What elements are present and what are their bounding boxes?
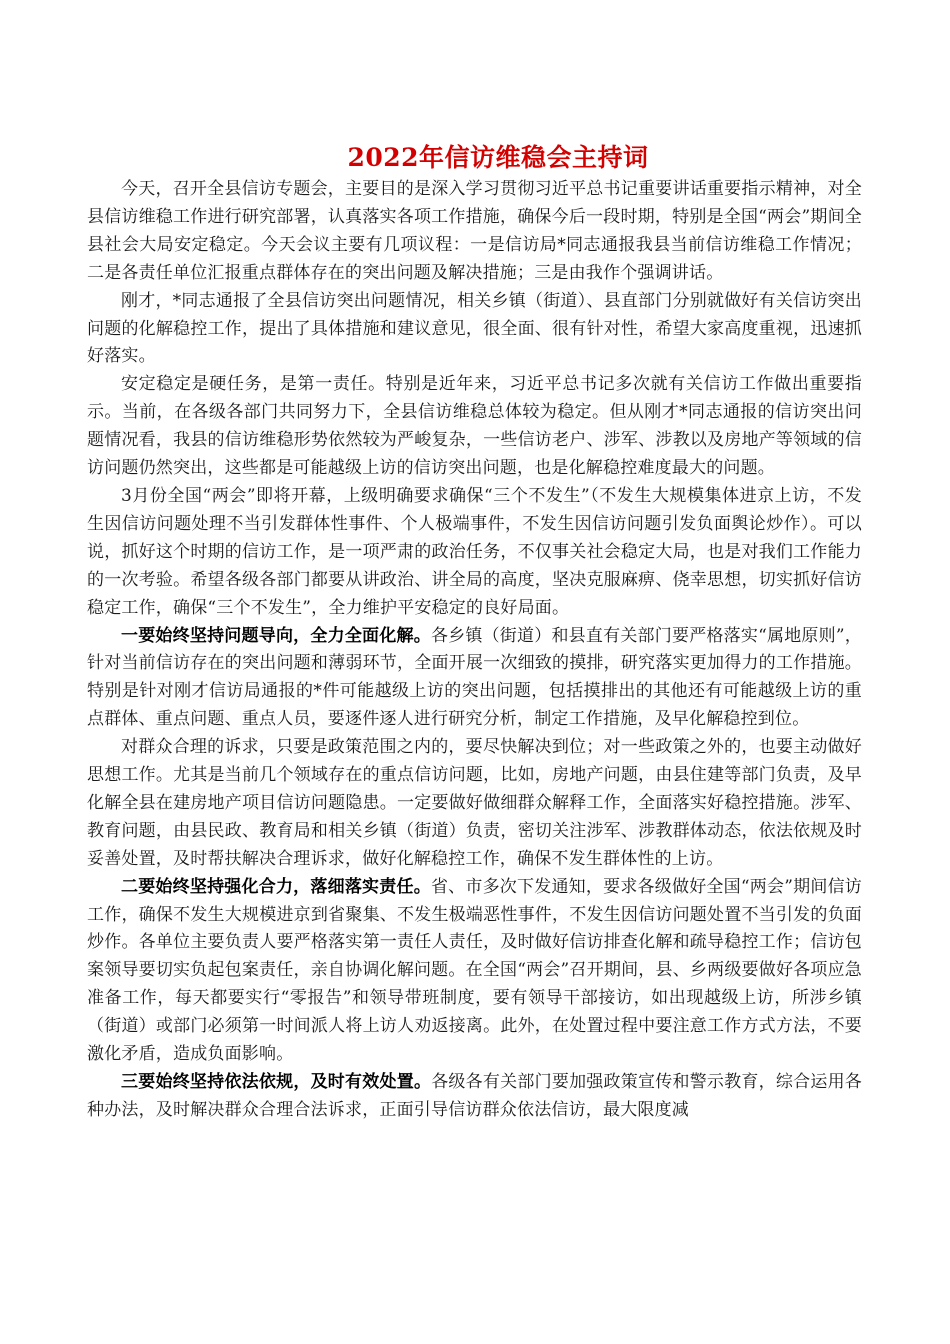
paragraph: [87, 288, 862, 372]
document-title: 2022年信访维稳会主持词: [347, 143, 649, 172]
paragraph: [87, 1069, 862, 1125]
paragraph: [87, 734, 862, 874]
paragraph: [87, 371, 862, 483]
paragraph-text: 安定稳定是硬任务，是第一责任。特别是近年来，习近平总书记多次就有关信访工作做出重要指示。当前，在各级各部门共同努力下，全县信访维稳总体较为稳定。但从刚才*同志通报的信访突出问题情况看，我县的信访维稳形势依然较为严峻复杂，一些信访老户、涉军、涉教以及房地产等领域的信访问题仍然突出，这些都是可能越级上访的信访突出问题，也是化解稳控难度最大的问题。: [87, 374, 862, 479]
paragraph-text: 各级各有关部门要加强政策宣传和警示教育，综合运用各种办法，及时解决群众合理合法诉求，正面引导信访群众依法信访，最大限度减: [87, 1072, 862, 1120]
paragraph-heading: 三要始终坚持依法依规，及时有效处置。: [121, 1072, 432, 1092]
paragraph: [87, 874, 862, 1069]
paragraph-text: 刚才，*同志通报了全县信访突出问题情况，相关乡镇（街道）、县直部门分别就做好有关信访突出问题的化解稳控工作，提出了具体措施和建议意见，很全面、很有针对性，希望大家高度重视，迅速抓好落实。: [87, 290, 862, 367]
paragraph-text: 省、市多次下发通知，要求各级做好全国“两会”期间信访工作，确保不发生大规模进京到省聚集、不发生极端恶性事件，不发生因信访问题处置不当引发的负面炒作。各单位主要负责人要严格落实第一责任人责任，及时做好信访排查化解和疏导稳控工作；信访包案领导要切实负起包案责任，亲自协调化解问题。在全国“两会”召开期间，县、乡两级要做好各项应急准备工作，每天都要实行“零报告”和领导带班制度，要有领导干部接访，如出现越级上访，所涉乡镇（街道）或部门必须第一时间派人将上访人劝返接离。此外，在处置过程中要注意工作方式方法，不要激化矛盾，造成负面影响。: [87, 876, 862, 1065]
paragraph-text: 各乡镇（街道）和县直有关部门要严格落实“属地原则”，针对当前信访存在的突出问题和薄弱环节，全面开展一次细致的摸排，研究落实更加得力的工作措施。特别是针对刚才信访局通报的*件可能越级上访的突出问题，包括摸排出的其他还有可能越级上访的重点群体、重点问题、重点人员，要逐件逐人进行研究分析，制定工作措施，及早化解稳控到位。: [87, 625, 862, 730]
document-body: [87, 176, 862, 1125]
paragraph-heading: 一要始终坚持问题导向，全力全面化解。: [121, 625, 431, 646]
paragraph: [87, 176, 862, 288]
paragraph-heading: 二要始终坚持强化合力，落细落实责任。: [121, 876, 431, 897]
paragraph-text: 3月份全国“两会”即将开幕，上级明确要求确保“三个不发生”（不发生大规模集体进京上访，不发生因信访问题处理不当引发群体性事件、个人极端事件，不发生因信访问题引发负面舆论炒作）。可以说，抓好这个时期的信访工作，是一项严肃的政治任务，不仅事关社会稳定大局，也是对我们工作能力的一次考验。希望各级各部门都要从讲政治、讲全局的高度，坚决克服麻痹、侥幸思想，切实抓好信访稳定工作，确保“三个不发生”，全力维护平安稳定的良好局面。: [87, 485, 862, 618]
paragraph-text: 今天，召开全县信访专题会，主要目的是深入学习贯彻习近平总书记重要讲话重要指示精神，对全县信访维稳工作进行研究部署，认真落实各项工作措施，确保今后一段时期，特别是全国“两会”期间全县社会大局安定稳定。今天会议主要有几项议程：一是信访局*同志通报我县当前信访维稳工作情况；二是各责任单位汇报重点群体存在的突出问题及解决措施；三是由我作个强调讲话。: [87, 179, 862, 283]
paragraph: [87, 483, 862, 623]
paragraph: [87, 623, 862, 735]
paragraph-text: 对群众合理的诉求，只要是政策范围之内的，要尽快解决到位；对一些政策之外的，也要主动做好思想工作。尤其是当前几个领域存在的重点信访问题，比如，房地产问题，由县住建等部门负责，及早化解全县在建房地产项目信访问题隐患。一定要做好做细群众解释工作，全面落实好稳控措施。涉军、教育问题，由县民政、教育局和相关乡镇（街道）负责，密切关注涉军、涉教群体动态，依法依规及时妥善处置，及时帮扶解决合理诉求，做好化解稳控工作，确保不发生群体性的上访。: [87, 737, 862, 869]
